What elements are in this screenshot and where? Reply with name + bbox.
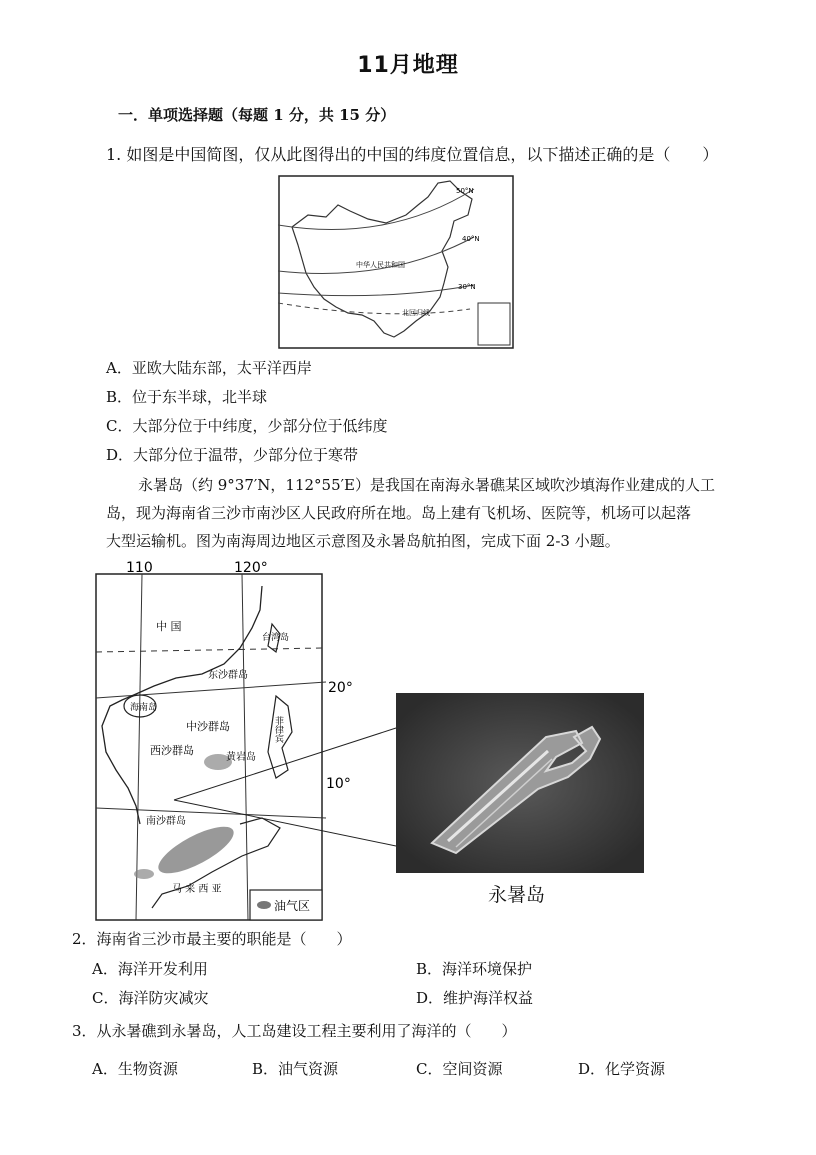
china-label: 中 国 xyxy=(156,620,182,633)
photo-caption: 永暑岛 xyxy=(488,884,546,906)
lat10-label: 10° xyxy=(326,776,351,792)
china-map xyxy=(278,175,514,349)
q2-option-d: D．维护海洋权益 xyxy=(416,989,534,1007)
q1-stem: 1. 如图是中国简图，仅从此图得出的中国的纬度位置信息，以下描述正确的是（ ） xyxy=(106,145,719,164)
lat50-label: 50°N xyxy=(456,187,474,195)
lon120-label: 120° xyxy=(234,560,268,576)
lat30-label: 30°N xyxy=(458,283,476,291)
huangyan-label: 黄岩岛 xyxy=(226,752,256,763)
south-sea-map xyxy=(92,556,432,922)
lat40-label: 40°N xyxy=(462,235,480,243)
section-heading: 一．单项选择题（每题 1 分，共 15 分） xyxy=(118,106,396,124)
island-photo xyxy=(396,693,644,873)
taiwan-label: 台湾岛 xyxy=(262,633,290,643)
q3-option-d: D．化学资源 xyxy=(578,1060,666,1078)
aerial-photo xyxy=(396,693,644,873)
q3-option-c: C．空间资源 xyxy=(416,1060,503,1078)
passage-line-2: 岛，现为海南省三沙市南沙区人民政府所在地。岛上建有飞机场、医院等，机场可以起落 xyxy=(106,504,692,522)
hainan-label: 海南岛 xyxy=(130,703,158,713)
philippines-label: 菲律宾 xyxy=(273,716,283,743)
passage xyxy=(106,471,716,555)
country-label: 中华人民共和国 xyxy=(356,261,405,269)
passage-line-1: 永暑岛（约 9°37′N，112°55′E）是我国在南海永暑礁某区域吹沙填海作业建成的人工 xyxy=(138,476,716,494)
q3-option-b: B．油气资源 xyxy=(252,1060,339,1078)
q2-option-c: C．海洋防灾减灾 xyxy=(92,989,209,1007)
malaysia-label: 马 来 西 亚 xyxy=(172,884,222,895)
q3-stem: 3．从永暑礁到永暑岛，人工岛建设工程主要利用了海洋的（ ） xyxy=(72,1022,517,1040)
dongsha-label: 东沙群岛 xyxy=(208,670,248,681)
passage-line-3: 大型运输机。图为南海周边地区示意图及永暑岛航拍图，完成下面 2-3 小题。 xyxy=(106,532,620,550)
q2-option-b: B．海洋环境保护 xyxy=(416,960,533,978)
south-sea-map-figure xyxy=(92,556,432,922)
china-map-figure xyxy=(278,175,514,349)
q1-option-d: D．大部分位于温带，少部分位于寒带 xyxy=(106,446,359,464)
q3-option-a: A．生物资源 xyxy=(92,1060,178,1078)
lat20-label: 20° xyxy=(328,680,353,696)
q2-stem: 2．海南省三沙市最主要的职能是（ ） xyxy=(72,930,352,948)
legend-oilgas: 油气区 xyxy=(274,899,311,913)
page-title: 11月地理 xyxy=(357,53,459,78)
nansha-label: 南沙群岛 xyxy=(146,816,186,827)
q1-option-c: C．大部分位于中纬度，少部分位于低纬度 xyxy=(106,417,388,435)
lon110-label: 110 xyxy=(126,560,153,576)
zhongsha-label: 中沙群岛 xyxy=(186,720,230,733)
tropic-label: 北回归线 xyxy=(402,309,430,317)
q1-option-a: A．亚欧大陆东部，太平洋西岸 xyxy=(106,359,312,377)
q1-option-b: B．位于东半球，北半球 xyxy=(106,388,268,406)
xisha-label: 西沙群岛 xyxy=(150,744,194,757)
q2-option-a: A．海洋开发利用 xyxy=(92,960,208,978)
